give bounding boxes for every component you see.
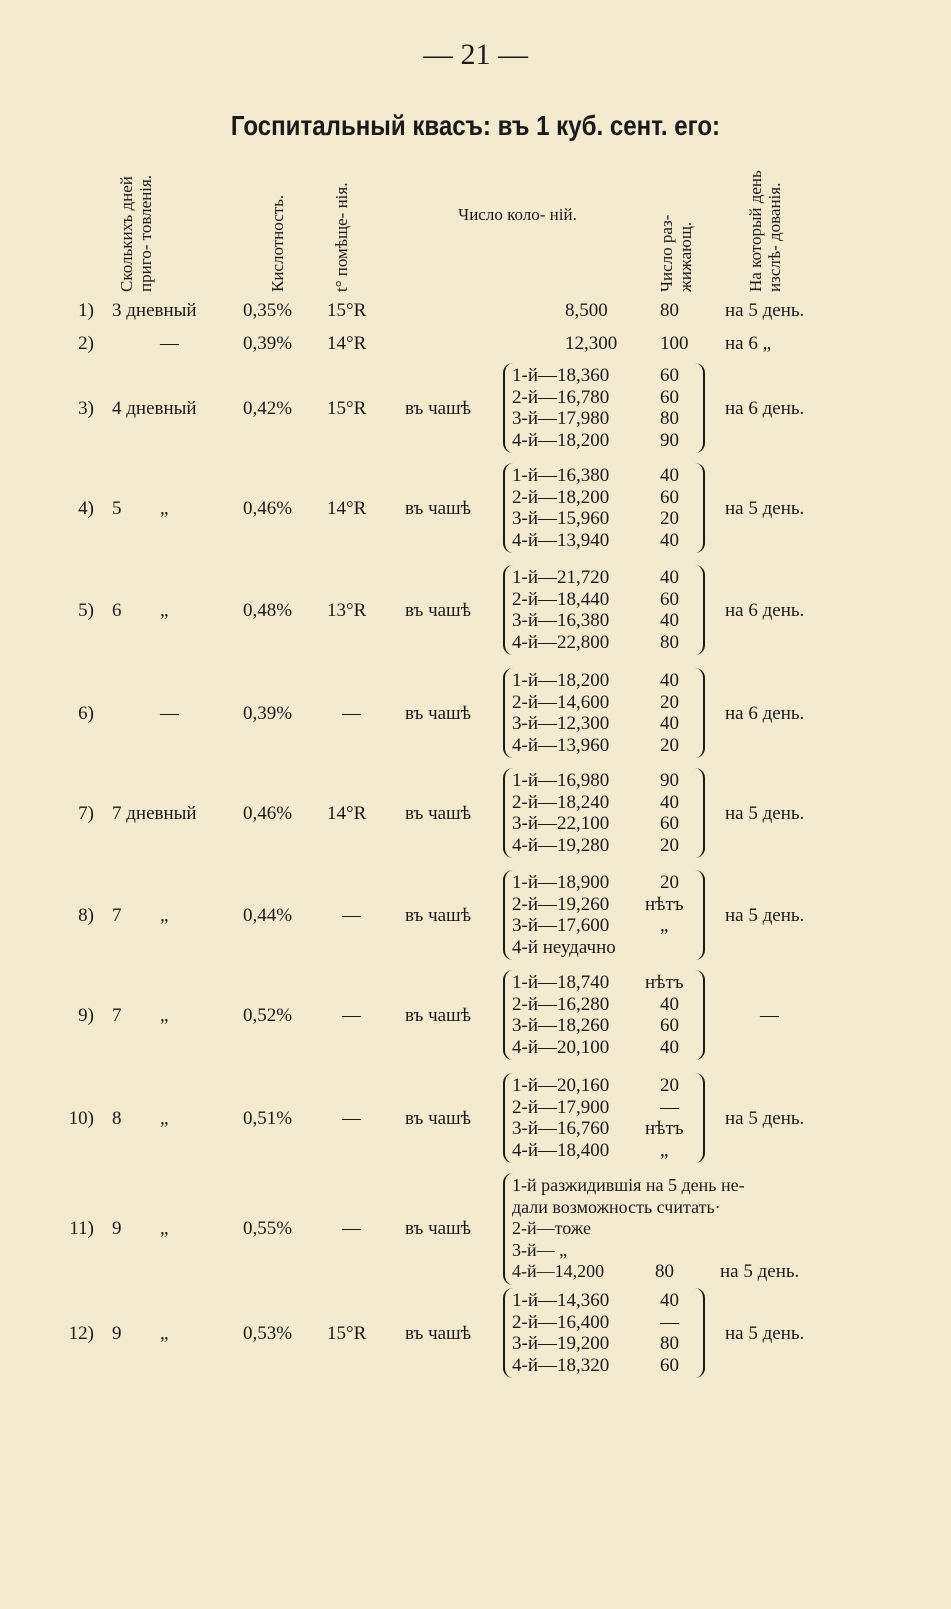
liquefying-count: 40 xyxy=(660,465,679,486)
plate-count: 4-й—20,100 xyxy=(512,1036,610,1058)
plate-count: 3-й—17,980 xyxy=(512,408,610,429)
page-number: — 21 — xyxy=(423,38,528,71)
right-brace xyxy=(695,668,705,758)
row-number: 9) xyxy=(78,1005,94,1026)
temp-value: 13°R xyxy=(327,600,367,621)
exam-day: на 5 день. xyxy=(725,498,805,519)
cup-label: въ чашѣ xyxy=(405,1108,472,1129)
liquefying-count: 40 xyxy=(660,567,679,588)
cup-label: въ чашѣ xyxy=(405,803,472,824)
liquefying-count: 40 xyxy=(660,529,679,551)
days-value: 7 xyxy=(112,1005,122,1026)
liquefying-count: 20 xyxy=(660,734,679,756)
plate-count: 2-й—18,440 xyxy=(512,588,610,610)
liquefying-count: 40 xyxy=(660,670,679,691)
liquefying-count: 40 xyxy=(660,1290,679,1311)
acidity-value: 0,53% xyxy=(243,1323,293,1344)
acidity-value: 0,44% xyxy=(243,905,293,926)
plate-count: 4-й—18,320 xyxy=(512,1354,610,1376)
days-value: 7 дневный xyxy=(112,803,197,824)
liquefying-count: нѣтъ xyxy=(645,972,684,993)
cup-label: въ чашѣ xyxy=(405,600,472,621)
temp-value: — xyxy=(342,703,361,724)
cup-label: въ чашѣ xyxy=(405,905,472,926)
exam-day: на 5 день. xyxy=(725,1108,805,1129)
acidity-value: 0,46% xyxy=(243,498,293,519)
days-value: 4 дневный xyxy=(112,398,197,419)
plate-count: дали возможность считать· xyxy=(512,1196,721,1217)
days-value: 7 xyxy=(112,905,122,926)
days-value: — xyxy=(160,703,179,724)
plate-count: 4-й—22,800 xyxy=(512,631,610,653)
acidity-value: 0,39% xyxy=(243,333,293,354)
liquefying-count: 60 xyxy=(660,486,679,508)
liquefying-count: 60 xyxy=(660,1015,679,1036)
acidity-value: 0,52% xyxy=(243,1005,293,1026)
plate-count: 1-й—16,980 xyxy=(512,770,610,791)
acidity-value: 0,42% xyxy=(243,398,293,419)
ditto-mark: „ xyxy=(160,1108,169,1129)
liquefying-count: 80 xyxy=(660,631,679,653)
row-number: 12) xyxy=(68,1323,94,1344)
ditto-mark: „ xyxy=(160,498,169,519)
exam-day: на 5 день. xyxy=(725,300,805,321)
liquefying-count: 40 xyxy=(660,791,679,813)
exam-day: — xyxy=(760,1005,779,1026)
plate-count: 1-й—16,380 xyxy=(512,465,610,486)
liquefying-count: 40 xyxy=(660,993,679,1015)
header-colonies: Число коло- ній. xyxy=(458,205,577,224)
row-number: 5) xyxy=(78,600,94,621)
plate-count: 3-й—16,760 xyxy=(512,1118,610,1139)
temp-value: 15°R xyxy=(327,300,367,321)
liquefying-count: 40 xyxy=(660,713,679,734)
temp-value: — xyxy=(342,1108,361,1129)
days-value: 3 дневный xyxy=(112,300,197,321)
plate-count: 3-й—19,200 xyxy=(512,1333,610,1354)
liquefying-count: 90 xyxy=(660,770,679,791)
plate-count: 2-й—14,600 xyxy=(512,691,610,713)
plate-count: 3-й—22,100 xyxy=(512,813,610,834)
exam-day: на 5 день. xyxy=(720,1261,800,1282)
temp-value: 14°R xyxy=(327,498,367,519)
row-number: 7) xyxy=(78,803,94,824)
header-temp: t° помѣще- нія. xyxy=(332,182,351,292)
temp-value: — xyxy=(342,1005,361,1026)
page-title: Госпитальный квасъ: въ 1 куб. сент. его: xyxy=(230,110,721,141)
liquefying-count: 60 xyxy=(660,813,679,834)
temp-value: 15°R xyxy=(327,398,367,419)
exam-day: на 5 день. xyxy=(725,905,805,926)
acidity-value: 0,55% xyxy=(243,1218,293,1239)
acidity-value: 0,39% xyxy=(243,703,293,724)
plate-count: 1-й—14,360 xyxy=(512,1290,610,1311)
temp-value: — xyxy=(342,1218,361,1239)
plate-count: 1-й—18,740 xyxy=(512,972,610,993)
cup-label: въ чашѣ xyxy=(405,703,472,724)
plate-count: 4-й—13,940 xyxy=(512,529,610,551)
row-number: 6) xyxy=(78,703,94,724)
acidity-value: 0,48% xyxy=(243,600,293,621)
right-brace xyxy=(695,363,705,453)
right-brace xyxy=(695,565,705,655)
plate-count: 1-й—20,160 xyxy=(512,1075,610,1096)
plate-count: 3-й—16,380 xyxy=(512,610,610,631)
temp-value: 15°R xyxy=(327,1323,367,1344)
liquefying-count: — xyxy=(660,1096,679,1118)
temp-value: — xyxy=(342,905,361,926)
acidity-value: 0,35% xyxy=(243,300,293,321)
plate-count: 4-й—18,400 xyxy=(512,1139,610,1161)
plate-count: 1-й разжидившія на 5 день не- xyxy=(512,1175,745,1195)
liquefying-count: 60 xyxy=(660,588,679,610)
liquefying-count: 100 xyxy=(660,333,689,354)
ditto-mark: „ xyxy=(160,1218,169,1239)
plate-count: 2-й—17,900 xyxy=(512,1096,610,1118)
liquefying-count: нѣтъ xyxy=(645,893,684,915)
days-value: 9 xyxy=(112,1323,122,1344)
cup-label: въ чашѣ xyxy=(405,1005,472,1026)
exam-day: на 6 день. xyxy=(725,600,805,621)
plate-count: 1-й—18,200 xyxy=(512,670,610,691)
plate-count: 4-й—13,960 xyxy=(512,734,610,756)
liquefying-count: 20 xyxy=(660,691,679,713)
exam-day: на 6 „ xyxy=(725,333,772,354)
plate-count: 4-й—14,200 xyxy=(512,1261,605,1281)
row-number: 3) xyxy=(78,398,94,419)
ditto-mark: „ xyxy=(160,600,169,621)
row-number: 11) xyxy=(69,1218,94,1239)
days-value: — xyxy=(160,333,179,354)
acidity-value: 0,51% xyxy=(243,1108,293,1129)
acidity-value: 0,46% xyxy=(243,803,293,824)
plate-count: 1-й—18,900 xyxy=(512,872,610,893)
colony-count: 8,500 xyxy=(565,300,608,321)
header-liquefying: Число раз- жижающ. xyxy=(657,214,695,292)
right-brace xyxy=(695,768,705,858)
days-value: 8 xyxy=(112,1108,122,1129)
row-number: 4) xyxy=(78,498,94,519)
liquefying-count: 20 xyxy=(660,508,679,529)
cup-label: въ чашѣ xyxy=(405,398,472,419)
exam-day: на 5 день. xyxy=(725,803,805,824)
plate-count: 1-й—18,360 xyxy=(512,365,610,386)
liquefying-count: 60 xyxy=(660,365,679,386)
days-value: 6 xyxy=(112,600,122,621)
plate-count: 3-й—15,960 xyxy=(512,508,610,529)
exam-day: на 6 день. xyxy=(725,703,805,724)
liquefying-count: 80 xyxy=(660,300,679,321)
plate-count: 3-й—17,600 xyxy=(512,915,610,936)
temp-value: 14°R xyxy=(327,333,367,354)
plate-count: 2-й—16,280 xyxy=(512,993,610,1015)
row-number: 1) xyxy=(78,300,94,321)
header-days: Сколькихъ дней приго- товленія. xyxy=(117,174,155,292)
liquefying-count: 20 xyxy=(660,1075,679,1096)
plate-count: 4-й неудачно xyxy=(512,936,616,958)
plate-count: 1-й—21,720 xyxy=(512,567,610,588)
row-number: 2) xyxy=(78,333,94,354)
liquefying-count: 20 xyxy=(660,872,679,893)
plate-count: 2-й—16,780 xyxy=(512,386,610,408)
plate-count: 4-й—19,280 xyxy=(512,834,610,856)
ditto-mark: „ xyxy=(160,1323,169,1344)
liquefying-count: 80 xyxy=(660,1333,679,1354)
days-value: 5 xyxy=(112,498,122,519)
header-acidity: Кислотность. xyxy=(268,194,287,292)
plate-count: 4-й—18,200 xyxy=(512,429,610,451)
row-number: 8) xyxy=(78,905,94,926)
plate-count: 2-й—16,400 xyxy=(512,1311,610,1333)
liquefying-count: 40 xyxy=(660,610,679,631)
plate-count: 2-й—18,240 xyxy=(512,791,610,813)
right-brace xyxy=(695,870,705,960)
liquefying-count: нѣтъ xyxy=(645,1118,684,1139)
liquefying-count: 40 xyxy=(660,1036,679,1058)
plate-count: 3-й—18,260 xyxy=(512,1015,610,1036)
right-brace xyxy=(695,463,705,553)
liquefying-count: 60 xyxy=(660,386,679,408)
liquefying-count: 80 xyxy=(655,1261,674,1282)
plate-count: 2-й—18,200 xyxy=(512,486,610,508)
exam-day: на 5 день. xyxy=(725,1323,805,1344)
days-value: 9 xyxy=(112,1218,122,1239)
header-day: На который день изслѣ- дованія. xyxy=(746,170,784,292)
ditto-mark: „ xyxy=(160,1005,169,1026)
plate-count: 3-й— „ xyxy=(512,1239,568,1260)
liquefying-count: 80 xyxy=(660,408,679,429)
plate-count: 2-й—тоже xyxy=(512,1218,591,1238)
right-brace xyxy=(695,1073,705,1163)
liquefying-count: 60 xyxy=(660,1354,679,1376)
right-brace xyxy=(695,1288,705,1378)
liquefying-count: 90 xyxy=(660,429,679,451)
temp-value: 14°R xyxy=(327,803,367,824)
row-number: 10) xyxy=(68,1108,94,1129)
right-brace xyxy=(695,970,705,1060)
cup-label: въ чашѣ xyxy=(405,1323,472,1344)
plate-count: 2-й—19,260 xyxy=(512,893,610,915)
plate-count: 3-й—12,300 xyxy=(512,713,610,734)
liquefying-count: 20 xyxy=(660,834,679,856)
cup-label: въ чашѣ xyxy=(405,498,472,519)
cup-label: въ чашѣ xyxy=(405,1218,472,1239)
liquefying-count: „ xyxy=(660,1139,669,1161)
colony-count: 12,300 xyxy=(565,333,618,354)
liquefying-count: — xyxy=(660,1311,679,1333)
ditto-mark: „ xyxy=(160,905,169,926)
liquefying-count: „ xyxy=(660,915,669,936)
exam-day: на 6 день. xyxy=(725,398,805,419)
